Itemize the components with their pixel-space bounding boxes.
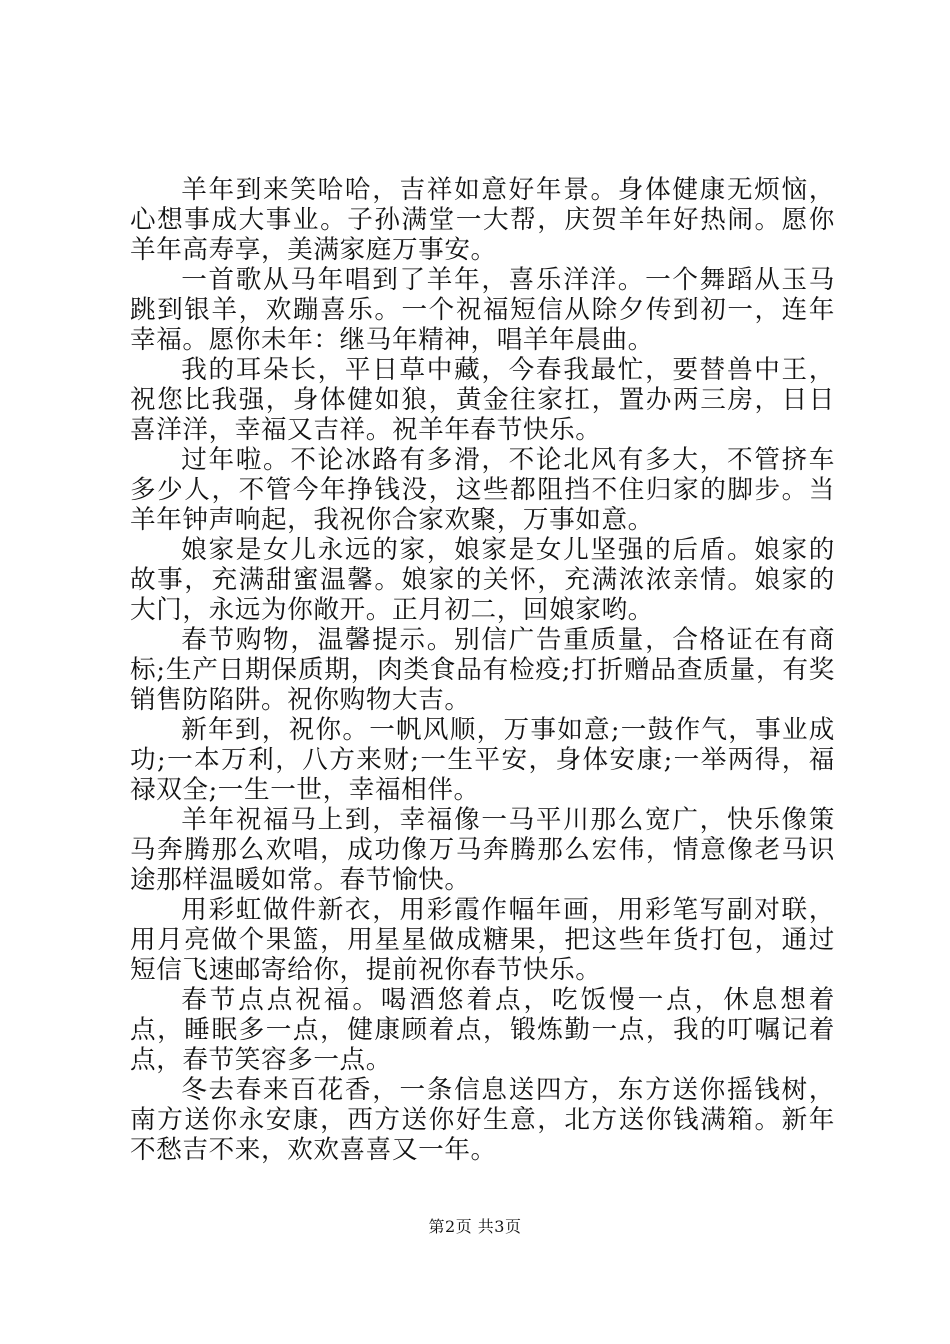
paragraph-7: 新年到，祝你。一帆风顺，万事如意;一鼓作气，事业成功;一本万利，八方来财;一生平安，身体安康;一举两得，福禄双全;一生一世，幸福相伴。 bbox=[130, 715, 835, 805]
paragraph-3: 我的耳朵长，平日草中藏，今春我最忙，要替兽中王，祝您比我强，身体健如狼，黄金往家扛，置办两三房，日日喜洋洋，幸福又吉祥。祝羊年春节快乐。 bbox=[130, 355, 835, 445]
paragraph-5: 娘家是女儿永远的家，娘家是女儿坚强的后盾。娘家的故事，充满甜蜜温馨。娘家的关怀，充满浓浓亲情。娘家的大门，永远为你敞开。正月初二，回娘家哟。 bbox=[130, 535, 835, 625]
paragraph-1: 羊年到来笑哈哈，吉祥如意好年景。身体健康无烦恼，心想事成大事业。子孙满堂一大帮，庆贺羊年好热闹。愿你羊年高寿享，美满家庭万事安。 bbox=[130, 175, 835, 265]
paragraph-9: 用彩虹做件新衣，用彩霞作幅年画，用彩笔写副对联，用月亮做个果篮，用星星做成糖果，把这些年货打包，通过短信飞速邮寄给你，提前祝你春节快乐。 bbox=[130, 895, 835, 985]
paragraph-11: 冬去春来百花香，一条信息送四方，东方送你摇钱树，南方送你永安康，西方送你好生意，北方送你钱满箱。新年不愁吉不来，欢欢喜喜又一年。 bbox=[130, 1075, 835, 1165]
page-number-footer: 第2页 共3页 bbox=[428, 1217, 522, 1236]
paragraph-6: 春节购物，温馨提示。别信广告重质量，合格证在有商标;生产日期保质期，肉类食品有检疫;打折赠品查质量，有奖销售防陷阱。祝你购物大吉。 bbox=[130, 625, 835, 715]
paragraph-10: 春节点点祝福。喝酒悠着点，吃饭慢一点，休息想着点，睡眠多一点，健康顾着点，锻炼勤一点，我的叮嘱记着点，春节笑容多一点。 bbox=[130, 985, 835, 1075]
paragraph-2: 一首歌从马年唱到了羊年，喜乐洋洋。一个舞蹈从玉马跳到银羊，欢蹦喜乐。一个祝福短信从除夕传到初一，连年幸福。愿你未年：继马年精神，唱羊年晨曲。 bbox=[130, 265, 835, 355]
paragraph-4: 过年啦。不论冰路有多滑，不论北风有多大，不管挤车多少人，不管今年挣钱没，这些都阻挡不住归家的脚步。当羊年钟声响起，我祝你合家欢聚，万事如意。 bbox=[130, 445, 835, 535]
paragraph-8: 羊年祝福马上到，幸福像一马平川那么宽广，快乐像策马奔腾那么欢唱，成功像万马奔腾那么宏伟，情意像老马识途那样温暖如常。春节愉快。 bbox=[130, 805, 835, 895]
document-body bbox=[130, 175, 835, 1165]
